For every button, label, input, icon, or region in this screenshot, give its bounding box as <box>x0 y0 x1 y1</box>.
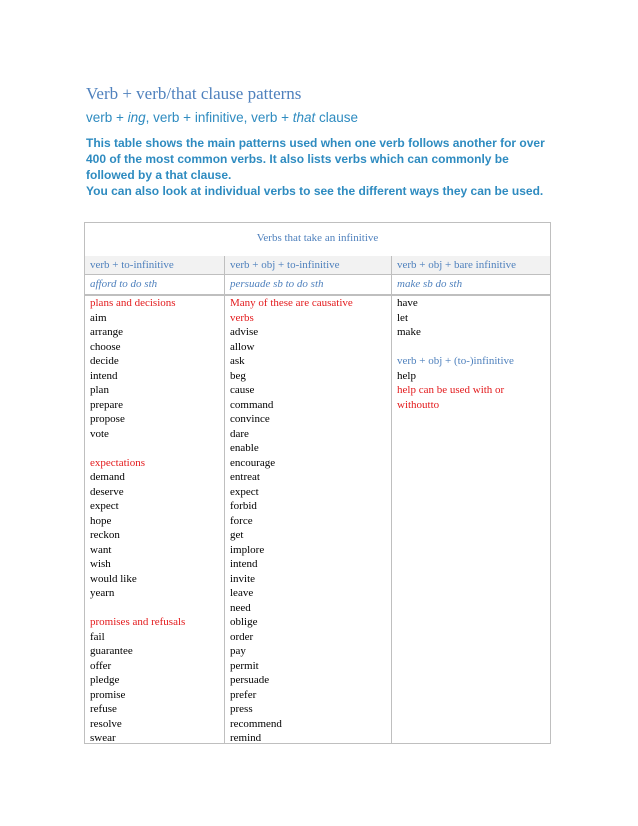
verb-item: leave <box>230 587 254 599</box>
verb-item: implore <box>230 543 265 556</box>
subtitle: verb + ing, verb + infinitive, verb + that clause <box>86 110 359 125</box>
example-cell: persuade sb to do sth <box>225 274 392 294</box>
infinitive-verbs-table <box>84 222 551 744</box>
verb-item: cause <box>230 384 255 396</box>
column-header: verb + obj + to-infinitive <box>225 256 392 274</box>
verb-item: choose <box>90 340 121 353</box>
verb-item: hope <box>90 514 112 527</box>
verb-item: guarantee <box>90 645 133 657</box>
verb-item: permit <box>230 659 259 672</box>
verb-item: promise <box>90 688 126 701</box>
verb-item: intend <box>90 369 118 382</box>
verb-list <box>90 630 224 746</box>
verb-item: expect <box>90 500 119 512</box>
column-note: help can be used with or <box>397 384 505 396</box>
verb-item: fail <box>90 630 105 643</box>
verb-item: reckon <box>90 529 120 541</box>
verb-item: dare <box>230 427 249 440</box>
verb-item: deserve <box>90 485 124 498</box>
group-label: plans and decisions <box>90 297 176 309</box>
verb-item: propose <box>90 413 125 425</box>
verb-item: yearn <box>90 587 115 599</box>
table-body <box>85 296 550 743</box>
verb-list <box>230 325 391 746</box>
column-note: Many of these are causative <box>230 297 353 309</box>
verb-item: make <box>397 326 421 338</box>
verb-item: refuse <box>90 703 117 715</box>
intro-paragraph: This table shows the main patterns used when one verb follows another for over 400 of the most common verbs. It also lists verbs which can commonly be followed by a that clause. <box>86 136 545 182</box>
obj-to-infinitive-column <box>225 296 392 743</box>
intro-paragraph-2: You can also look at individual verbs to see the different ways they can be used. <box>86 184 544 198</box>
verb-item: offer <box>90 659 112 672</box>
verb-item: force <box>230 514 253 527</box>
verb-item: convince <box>230 413 270 425</box>
example-cell: afford to do sth <box>85 274 225 294</box>
verb-item: expect <box>230 485 259 498</box>
verb-item: decide <box>90 355 119 367</box>
to-infinitive-column <box>85 296 225 743</box>
verb-item: resolve <box>90 717 122 730</box>
bare-infinitive-column <box>392 296 550 743</box>
verb-item: enable <box>230 442 259 454</box>
verb-item: pay <box>230 645 246 657</box>
column-note: withoutto <box>397 398 440 411</box>
verb-item: prepare <box>90 398 123 411</box>
verb-item: remind <box>230 732 262 744</box>
verb-item: intend <box>230 558 258 570</box>
table-caption: Verbs that take an infinitive <box>85 223 550 257</box>
verb-item: pledge <box>90 674 120 686</box>
verb-item: have <box>397 297 418 309</box>
verb-item: press <box>230 703 253 715</box>
verb-item: want <box>90 543 112 556</box>
verb-list <box>90 311 224 442</box>
column-note: verbs <box>230 311 254 324</box>
table-example-row <box>85 274 550 296</box>
verb-item: beg <box>230 369 246 382</box>
verb-item: vote <box>90 427 109 440</box>
verb-list <box>397 369 550 384</box>
verb-item: command <box>230 398 274 411</box>
verb-item: aim <box>90 311 107 324</box>
verb-item: help <box>397 369 416 382</box>
verb-item: recommend <box>230 717 282 730</box>
verb-item: need <box>230 601 251 614</box>
verb-item: encourage <box>230 456 276 469</box>
verb-item: swear <box>90 732 116 744</box>
verb-item: wish <box>90 558 111 570</box>
verb-item: let <box>397 311 408 324</box>
table-header-row <box>85 256 550 275</box>
verb-item: would like <box>90 572 137 585</box>
verb-item: advise <box>230 326 259 338</box>
verb-item: persuade <box>230 674 270 686</box>
verb-item: forbid <box>230 500 257 512</box>
group-label: promises and refusals <box>90 616 186 628</box>
example-cell: make sb do sth <box>397 278 463 290</box>
column-header: verb + to-infinitive <box>85 256 225 274</box>
verb-list <box>90 470 224 601</box>
verb-item: plan <box>90 384 109 396</box>
page-title: Verb + verb/that clause patterns <box>86 84 302 103</box>
group-label: expectations <box>90 456 145 469</box>
verb-item: prefer <box>230 688 257 701</box>
verb-item: allow <box>230 340 255 353</box>
verb-list <box>397 296 550 340</box>
verb-item: get <box>230 529 244 541</box>
verb-item: arrange <box>90 326 123 338</box>
verb-item: demand <box>90 471 125 483</box>
verb-item: entreat <box>230 471 260 483</box>
verb-item: oblige <box>230 616 258 628</box>
verb-item: ask <box>230 355 245 367</box>
sub-header: verb + obj + (to-)infinitive <box>397 355 514 367</box>
verb-item: invite <box>230 572 256 585</box>
verb-item: order <box>230 630 254 643</box>
column-header: verb + obj + bare infinitive <box>397 259 517 271</box>
